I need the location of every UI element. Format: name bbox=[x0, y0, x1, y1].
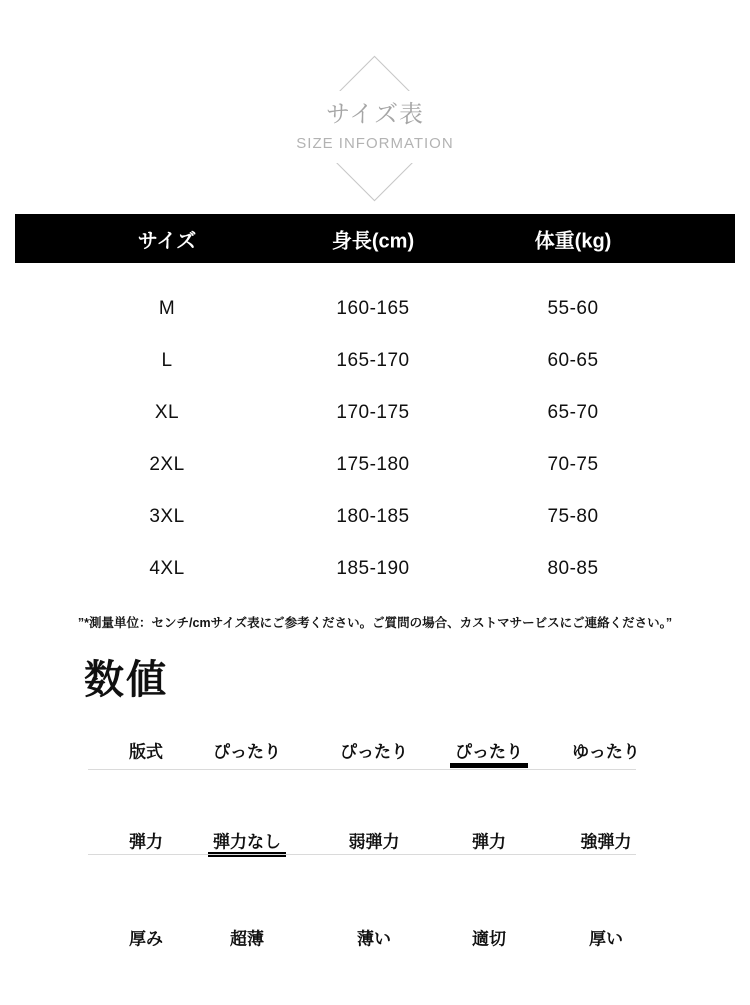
cell-weight: 80-85 bbox=[547, 558, 599, 579]
size-table-body bbox=[0, 283, 750, 595]
cell-weight: 75-80 bbox=[547, 506, 599, 527]
table-row bbox=[0, 491, 750, 543]
cell-weight: 60-65 bbox=[547, 350, 599, 371]
table-row bbox=[0, 439, 750, 491]
cell-height: 160-165 bbox=[336, 298, 410, 319]
hero-text-block bbox=[225, 91, 525, 163]
column-header-size: サイズ bbox=[137, 230, 197, 252]
spec-row-label: 厚み bbox=[129, 929, 163, 949]
spec-row-fit bbox=[0, 728, 750, 772]
cell-size: L bbox=[161, 350, 173, 371]
table-row bbox=[0, 543, 750, 595]
column-header-weight: 体重(kg) bbox=[534, 230, 612, 252]
cell-height: 180-185 bbox=[336, 506, 410, 527]
spec-row-thickness bbox=[0, 915, 750, 959]
spec-option: 超薄 bbox=[230, 929, 264, 949]
spec-row-label: 弾力 bbox=[129, 832, 163, 852]
spec-row-label: 版式 bbox=[129, 742, 163, 762]
spec-row-elasticity bbox=[0, 818, 750, 862]
spec-option: 厚い bbox=[589, 929, 623, 949]
spec-section-title: 数値 bbox=[84, 658, 168, 702]
table-row bbox=[0, 283, 750, 335]
cell-size: 3XL bbox=[149, 506, 185, 527]
table-row bbox=[0, 335, 750, 387]
hero-title-en: SIZE INFORMATION bbox=[296, 135, 454, 152]
selected-option-underline bbox=[450, 763, 528, 768]
spec-option: 弾力 bbox=[472, 832, 506, 852]
cell-weight: 55-60 bbox=[547, 298, 599, 319]
cell-height: 175-180 bbox=[336, 454, 410, 475]
cell-height: 170-175 bbox=[336, 402, 410, 423]
measurement-note: ”*測量単位：センチ/cmサイズ表にご参考ください。ご質問の場合、カストマサービスにご連絡ください。” bbox=[77, 616, 673, 630]
cell-weight: 70-75 bbox=[547, 454, 599, 475]
spec-option: ぴったり bbox=[340, 742, 408, 762]
cell-size: 2XL bbox=[149, 454, 185, 475]
spec-option: 適切 bbox=[472, 929, 506, 949]
cell-size: XL bbox=[154, 402, 180, 423]
table-row bbox=[0, 387, 750, 439]
cell-size: M bbox=[158, 298, 176, 319]
cell-height: 165-170 bbox=[336, 350, 410, 371]
column-header-height: 身長(cm) bbox=[331, 230, 415, 252]
cell-weight: 65-70 bbox=[547, 402, 599, 423]
spec-option: 薄い bbox=[357, 929, 391, 949]
spec-option-selected: 弾力なし bbox=[213, 832, 281, 852]
divider-line bbox=[88, 769, 636, 770]
hero-title-ja: サイズ表 bbox=[325, 101, 425, 128]
divider-line bbox=[88, 854, 636, 855]
spec-option-selected: ぴったり bbox=[455, 742, 523, 762]
spec-option: ゆったり bbox=[572, 742, 640, 762]
spec-option: 弱弾力 bbox=[348, 832, 400, 852]
spec-option: 強弾力 bbox=[580, 832, 632, 852]
cell-size: 4XL bbox=[149, 558, 185, 579]
size-table-header-bar bbox=[15, 214, 735, 263]
spec-option: ぴったり bbox=[213, 742, 281, 762]
cell-height: 185-190 bbox=[336, 558, 410, 579]
